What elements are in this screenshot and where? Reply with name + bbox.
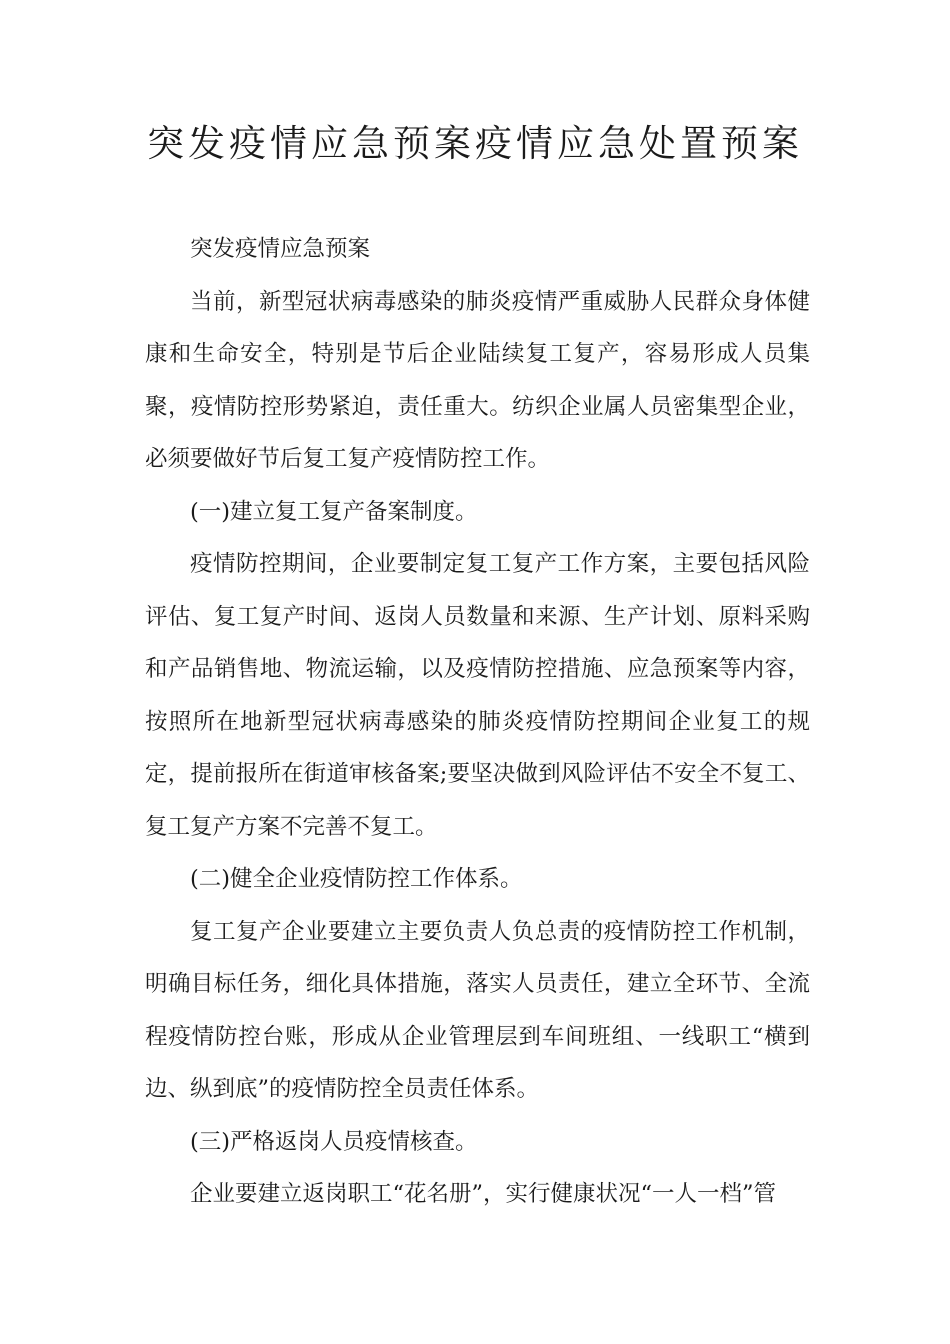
section-heading-2: (二)健全企业疫情防控工作体系。 — [190, 866, 523, 892]
paragraph-section-1: 疫情防控期间，企业要制定复工复产工作方案，主要包括风险评估、复工复产时间、返岗人员数量和来源、生产计划、原料采购和产品销售地、物流运输，以及疫情防控措施、应急预案等内容，按照所在地新型冠状病毒感染的肺炎疫情防控期间企业复工的规定，提前报所在街道审核备案;要坚决做到风险评估不安全不复工、复工复产方案不完善不复工。 — [145, 551, 810, 840]
document-title: 突发疫情应急预案疫情应急处置预案 — [147, 122, 803, 165]
section-heading-3: (三)严格返岗人员疫情核查。 — [190, 1128, 478, 1155]
paragraph-intro: 当前，新型冠状病毒感染的肺炎疫情严重威胁人民群众身体健康和生命安全，特别是节后企业陆续复工复产，容易形成人员集聚，疫情防控形势紧迫，责任重大。纺织企业属人员密集型企业，必须要做好节后复工复产疫情防控工作。 — [145, 288, 810, 472]
section-heading-1: (一)建立复工复产备案制度。 — [190, 498, 478, 525]
paragraph-section-2: 复工复产企业要建立主要负责人负总责的疫情防控工作机制，明确目标任务，细化具体措施，落实人员责任，建立全环节、全流程疫情防控台账，形成从企业管理层到车间班组、一线职工“横到边、纵到底”的疫情防控全员责任体系。 — [145, 918, 810, 1102]
document-body — [145, 223, 810, 1221]
paragraph-subtitle: 突发疫情应急预案 — [190, 236, 371, 262]
paragraph-section-3: 企业要建立返岗职工“花名册”，实行健康状况“一人一档”管 — [190, 1181, 777, 1207]
